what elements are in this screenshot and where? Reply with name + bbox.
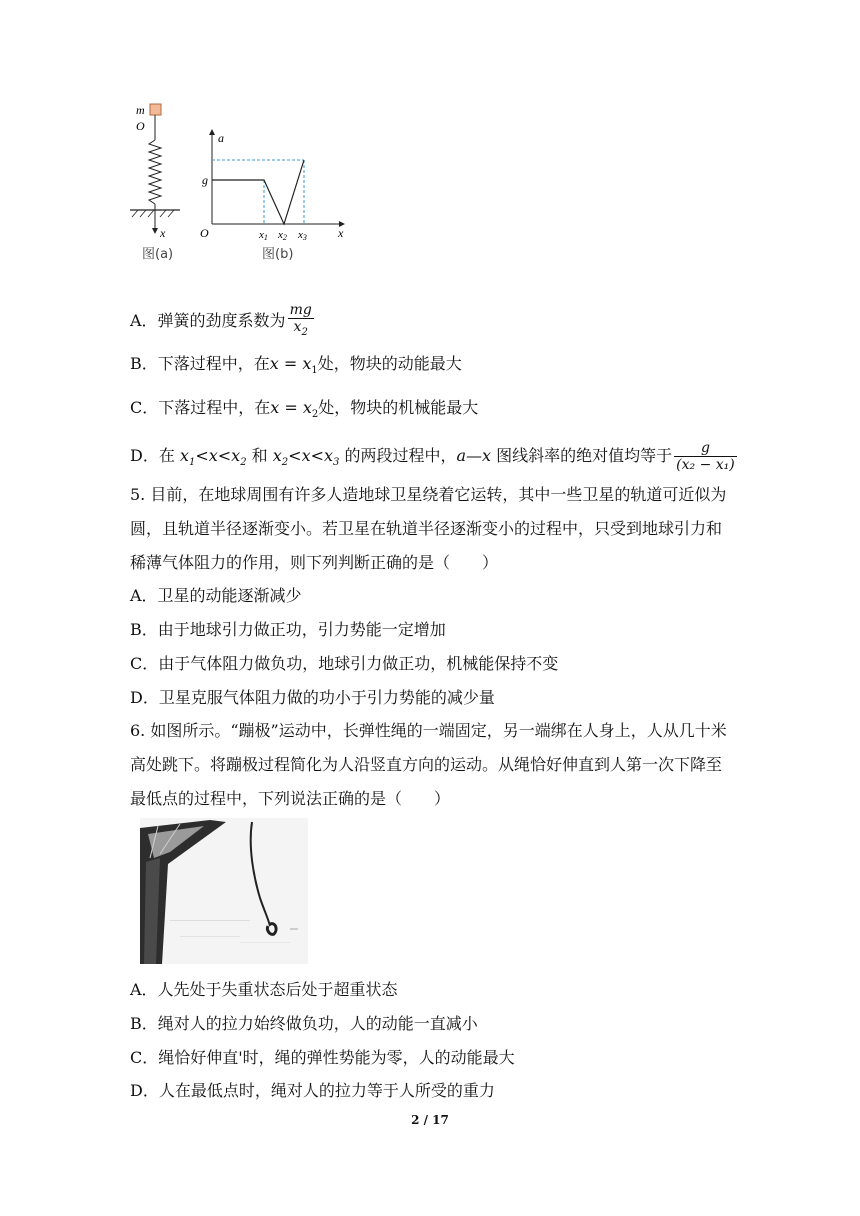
bungee-photo <box>140 818 308 964</box>
q6-option-c: C．绳恰好伸直'时，绳的弹性势能为零，人的动能最大 <box>130 1048 515 1067</box>
x-label-a: x <box>160 226 166 240</box>
caption-a: 图(a) <box>142 247 174 262</box>
caption-b: 图(b) <box>262 247 294 262</box>
x2-label: x2 <box>278 229 287 242</box>
g-label: g <box>202 173 208 187</box>
q5-option-b: B．由于地球引力做正功，引力势能一定增加 <box>130 620 446 639</box>
x-axis-label: x <box>338 226 344 240</box>
x-arrow-a <box>152 228 158 234</box>
q4-option-c: C．下落过程中，在$x = x_2$处，物块的机械能最大 <box>130 398 479 421</box>
x1-label: x1 <box>259 229 268 242</box>
q4-option-a: A．弹簧的劲度系数为 $\frac{mg}{x_2}$ <box>130 302 316 341</box>
q5-option-d: D．卫星克服气体阻力做的功小于引力势能的减少量 <box>130 688 495 707</box>
a-axis-label: a <box>218 131 224 145</box>
q4-option-b: B．下落过程中，在$x = x_1$处，物块的动能最大 <box>130 354 462 377</box>
q6-option-d: D．人在最低点时，绳对人的拉力等于人所受的重力 <box>130 1081 495 1100</box>
q4-option-d: D．在 $x_1<x<x_2$ 和 $x_2<x<x_3$ 的两段过程中，a—x 图线斜率的绝对值均等于 $\frac{g}{\text{(x₂ − x₁)}}$ <box>130 440 735 473</box>
fraction-g-over-x2-minus-x1: $\frac{g}{\text{(x₂ − x₁)}}$ <box>676 440 735 473</box>
origin-a-label: O <box>136 119 145 133</box>
origin-b-label: O <box>200 226 209 240</box>
x3-label: x3 <box>298 229 307 242</box>
fraction-mg-x2: $\frac{mg}{x_2}$ <box>289 302 312 338</box>
a-x-graph-line <box>212 160 304 224</box>
q5-option-a: A．卫星的动能逐渐减少 <box>130 586 302 605</box>
figure-diagram <box>130 100 360 270</box>
q6-option-a: A．人先处于失重状态后处于超重状态 <box>130 980 398 999</box>
q5-stem: 5. 目前，在地球周围有许多人造地球卫星绕着它运转，其中一些卫星的轨道可近似为圆，且轨道半径逐渐变小。若卫星在轨道半径逐渐变小的过程中，只受到地球引力和稀薄气体阻力的作用，则下列判断正确的是（ ） <box>130 485 727 572</box>
page-number: 2 / 17 <box>411 1113 449 1127</box>
mass-block <box>150 104 161 115</box>
mass-label: m <box>136 103 145 117</box>
q5-option-c: C．由于气体阻力做负功，地球引力做正功，机械能保持不变 <box>130 654 559 673</box>
spring-coil <box>149 140 161 204</box>
q6-stem: 6. 如图所示。“蹦极”运动中，长弹性绳的一端固定，另一端绑在人身上，人从几十米高处跳下。将蹦极过程简化为人沿竖直方向的运动。从绳恰好伸直到人第一次下降至最低点的过程中，下列说法正确的是（ ） <box>130 721 727 808</box>
q6-option-b: B．绳对人的拉力始终做负功，人的动能一直减小 <box>130 1014 478 1033</box>
spring-figures <box>130 100 360 270</box>
